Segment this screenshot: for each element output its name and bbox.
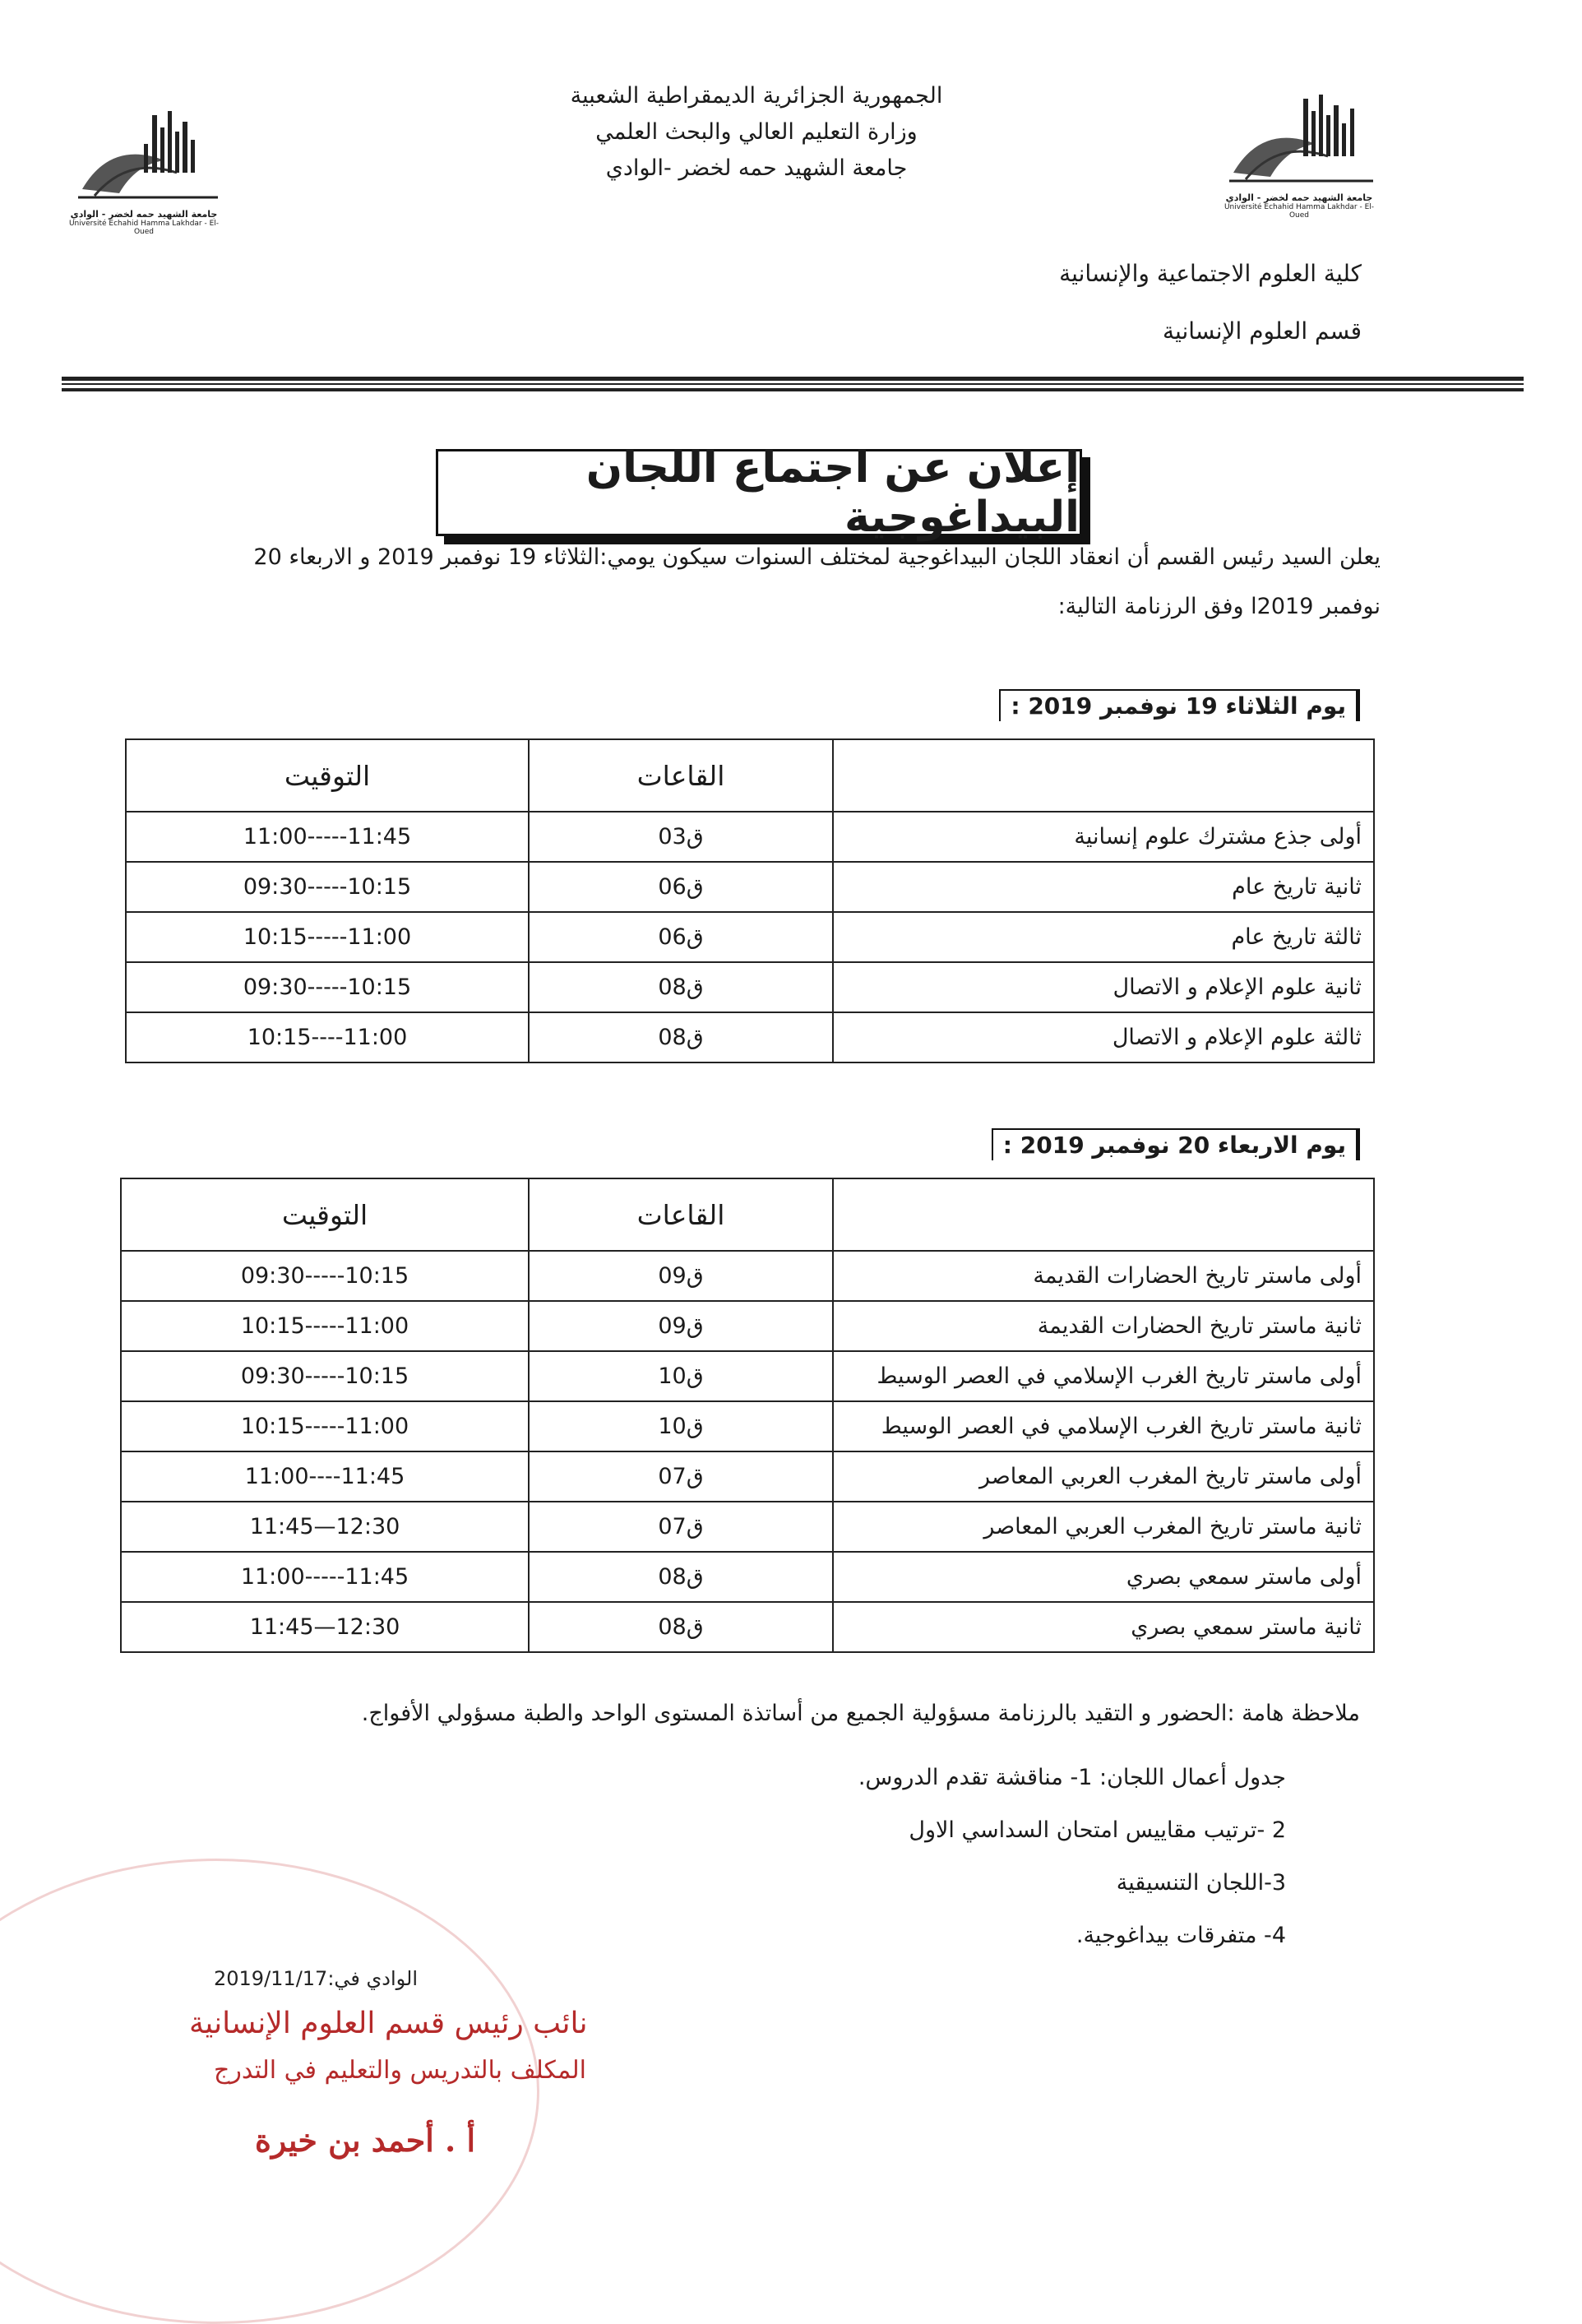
cell-room: ق07: [529, 1451, 833, 1502]
intro-paragraph: [131, 533, 1381, 632]
cell-time: 09:30-----10:15: [126, 862, 529, 912]
table-row: [121, 1502, 1374, 1552]
cell-time: 11:00----11:45: [121, 1451, 529, 1502]
schedule-table-wednesday: [120, 1178, 1375, 1653]
table-row: [126, 1012, 1374, 1062]
cell-level: ثالثة تاريخ عام: [833, 912, 1374, 962]
cell-room: ق03: [529, 812, 833, 862]
cell-level: ثانية تاريخ عام: [833, 862, 1374, 912]
header-rule: [62, 383, 1524, 385]
agenda-title: جدول أعمال اللجان: 1- مناقشة تقدم الدروس.: [858, 1765, 1286, 1790]
agenda-item: 2 -ترتيب مقاييس امتحان السداسي الاول: [909, 1817, 1286, 1843]
table-header-row: [121, 1178, 1374, 1251]
table-row: [126, 812, 1374, 862]
cell-room: ق08: [529, 1552, 833, 1602]
table-header-row: [126, 739, 1374, 812]
university-logo-right: [1217, 58, 1381, 222]
signature-role: المكلف بالتدريس والتعليم في التدرج: [214, 2056, 586, 2085]
table-row: [121, 1451, 1374, 1502]
cell-room: ق08: [529, 1012, 833, 1062]
cell-level: ثانية ماستر تاريخ الغرب الإسلامي في العصر الوسيط: [833, 1401, 1374, 1451]
cell-time: 11:45—12:30: [121, 1602, 529, 1652]
signatory-name: أ . أحمد بن خيرة: [255, 2122, 476, 2159]
cell-time: 09:30-----10:15: [121, 1251, 529, 1301]
table-row: [121, 1552, 1374, 1602]
header-rule: [62, 388, 1524, 391]
department-name: قسم العلوم الإنسانية: [1163, 317, 1362, 345]
table-row: [121, 1401, 1374, 1451]
table-row: [126, 962, 1374, 1012]
cell-room: ق07: [529, 1502, 833, 1552]
header-rule: [62, 377, 1524, 381]
header-level: [833, 1178, 1374, 1251]
agenda-item: 4- متفرقات بيداغوجية.: [1075, 1923, 1286, 1948]
cell-level: ثانية ماستر تاريخ الحضارات القديمة: [833, 1301, 1374, 1351]
cell-time: 11:00-----11:45: [121, 1552, 529, 1602]
cell-time: 10:15-----11:00: [121, 1401, 529, 1451]
cell-time: 10:15----11:00: [126, 1012, 529, 1062]
day-label-wednesday: يوم الاربعاء 20 نوفمبر 2019 :: [992, 1128, 1360, 1160]
university-logo-right-graphic: [1217, 58, 1381, 189]
cell-room: ق06: [529, 862, 833, 912]
header-level: [833, 739, 1374, 812]
cell-time: 10:15-----11:00: [121, 1301, 529, 1351]
logo-caption-en-right: Université Echahid Hamma Lakhdar - El-Oued: [1224, 203, 1375, 220]
cell-level: ثانية ماستر سمعي بصري: [833, 1602, 1374, 1652]
place-date: الوادي في:2019/11/17: [214, 1967, 419, 1990]
table-row: [126, 862, 1374, 912]
cell-level: أولى ماستر تاريخ المغرب العربي المعاصر: [833, 1451, 1374, 1502]
cell-level: ثانية علوم الإعلام و الاتصال: [833, 962, 1374, 1012]
university-logo-left-graphic: [62, 82, 226, 206]
header-right: [1059, 245, 1362, 360]
cell-room: ق09: [529, 1301, 833, 1351]
schedule-table-tuesday: [125, 738, 1375, 1063]
table-row: [126, 912, 1374, 962]
cell-room: ق10: [529, 1351, 833, 1401]
republic-name: الجمهورية الجزائرية الديمقراطية الشعبية: [570, 83, 943, 109]
announcement-title: إعلان عن اجتماع اللجان البيداغوجية: [436, 449, 1082, 536]
cell-level: أولى ماستر سمعي بصري: [833, 1552, 1374, 1602]
table-row: [121, 1351, 1374, 1401]
header-time: التوقيت: [121, 1178, 529, 1251]
cell-level: ثالثة علوم الإعلام و الاتصال: [833, 1012, 1374, 1062]
signature-role: نائب رئيس قسم العلوم الإنسانية: [189, 2007, 588, 2040]
header-rooms: القاعات: [529, 739, 833, 812]
intro-line: يعلن السيد رئيس القسم أن انعقاد اللجان البيداغوجية لمختلف السنوات سيكون يومي:الثلاثاء 19 نوفمبر 2019 و الاربعاء 20: [253, 544, 1381, 570]
cell-time: 09:30-----10:15: [121, 1351, 529, 1401]
cell-level: أولى ماستر تاريخ الغرب الإسلامي في العصر الوسيط: [833, 1351, 1374, 1401]
faculty-name: كلية العلوم الاجتماعية والإنسانية: [1059, 260, 1362, 287]
cell-room: ق08: [529, 1602, 833, 1652]
cell-time: 11:00-----11:45: [126, 812, 529, 862]
cell-time: 11:45—12:30: [121, 1502, 529, 1552]
cell-room: ق09: [529, 1251, 833, 1301]
cell-level: ثانية ماستر تاريخ المغرب العربي المعاصر: [833, 1502, 1374, 1552]
header-rooms: القاعات: [529, 1178, 833, 1251]
official-stamp: [0, 1859, 539, 2324]
logo-caption-ar-right: جامعة الشهيد حمه لخضر - الوادي: [1225, 192, 1373, 203]
cell-level: أولى جذع مشترك علوم إنسانية: [833, 812, 1374, 862]
table-row: [121, 1251, 1374, 1301]
cell-room: ق08: [529, 962, 833, 1012]
logo-caption-en-left: Université Echahid Hamma Lakhdar - El-Oued: [68, 220, 220, 236]
university-logo-left: [62, 82, 226, 247]
university-name: جامعة الشهيد حمه لخضر -الوادي: [605, 155, 908, 181]
day-label-tuesday: يوم الثلاثاء 19 نوفمبر 2019 :: [999, 689, 1360, 721]
cell-room: ق10: [529, 1401, 833, 1451]
cell-level: أولى ماستر تاريخ الحضارات القديمة: [833, 1251, 1374, 1301]
cell-room: ق06: [529, 912, 833, 962]
ministry-name: وزارة التعليم العالي والبحث العلمي: [595, 119, 918, 145]
intro-line: نوفمبر 2019ا وفق الرزنامة التالية:: [1057, 594, 1381, 619]
header-time: التوقيت: [126, 739, 529, 812]
table-row: [121, 1301, 1374, 1351]
cell-time: 09:30-----10:15: [126, 962, 529, 1012]
cell-time: 10:15-----11:00: [126, 912, 529, 962]
agenda-item: 3-اللجان التنسيقية: [1116, 1870, 1286, 1896]
header-center: [460, 78, 1052, 187]
important-note: ملاحظة هامة :الحضور و التقيد بالرزنامة مسؤولية الجميع من أساتذة المستوى الواحد والطبة مسؤولي الأفواج.: [361, 1701, 1360, 1726]
logo-caption-ar-left: جامعة الشهيد حمه لخضر - الوادي: [70, 209, 218, 220]
table-row: [121, 1602, 1374, 1652]
